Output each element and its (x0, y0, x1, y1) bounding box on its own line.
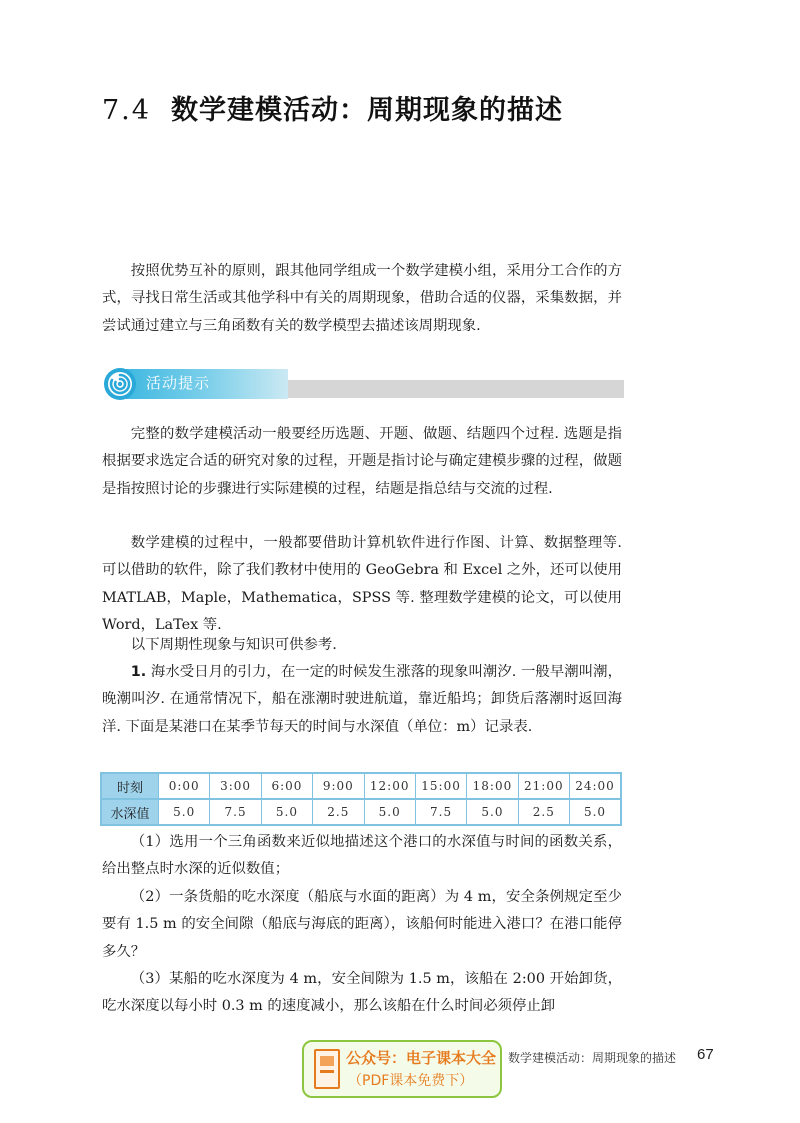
time-cell: 15:00 (415, 773, 466, 799)
tide-table (100, 772, 622, 826)
time-cell: 9:00 (313, 773, 364, 799)
table-row (101, 799, 621, 825)
depth-cell: 5.0 (467, 799, 518, 825)
item-1-paragraph (102, 659, 622, 741)
time-cell: 3:00 (210, 773, 261, 799)
table-row (101, 773, 621, 799)
time-cell: 6:00 (261, 773, 312, 799)
question-3: （3）某船的吃水深度为 4 m，安全间隙为 1.5 m，该船在 2:00 开始卸货，吃水深度以每小时 0.3 m 的速度减小，那么该船在什么时间必须停止卸 (102, 971, 622, 1015)
watermark-line-1: 公众号：电子课本大全 (346, 1049, 497, 1067)
depth-cell: 5.0 (159, 799, 210, 825)
section-title-text: 数学建模活动：周期现象的描述 (170, 95, 563, 126)
page-number: 67 (697, 1046, 714, 1063)
time-header: 时刻 (101, 773, 159, 799)
watermark-badge (302, 1040, 502, 1098)
depth-cell: 7.5 (415, 799, 466, 825)
depth-cell: 2.5 (313, 799, 364, 825)
spiral-logo-icon (102, 366, 138, 402)
time-cell: 0:00 (159, 773, 210, 799)
activity-hint-label: 活动提示 (146, 374, 211, 392)
intro-paragraph: 按照优势互补的原则，跟其他同学组成一个数学建模小组，采用分工合作的方式，寻找日常生活或其他学科中有关的周期现象，借助合适的仪器，采集数据，并尝试通过建立与三角函数有关的数学模型去描述该周期现象. (102, 263, 622, 334)
time-cell: 18:00 (467, 773, 518, 799)
software-paragraph: 数学建模的过程中，一般都要借助计算机软件进行作图、计算、数据整理等. 可以借助的软件，除了我们教材中使用的 GeoGebra 和 Excel 之外，还可以使用 MATLAB，Maple，Mathematica，SPSS 等. 整理数学建模的论文，可以使用 Word，LaTex 等. (102, 535, 623, 633)
reference-paragraph: 以下周期性现象与知识可供参考. (130, 637, 337, 653)
depth-cell: 5.0 (364, 799, 415, 825)
depth-cell: 7.5 (210, 799, 261, 825)
item-1-number: 1. (130, 664, 147, 680)
depth-header: 水深值 (101, 799, 159, 825)
activity-hint-banner (102, 366, 624, 402)
time-cell: 21:00 (518, 773, 569, 799)
item-1-text: 海水受日月的引力，在一定的时候发生涨落的现象叫潮汐. 一般早潮叫潮，晚潮叫汐. 在通常情况下，船在涨潮时驶进航道，靠近船坞；卸货后落潮时返回海洋. 下面是某港口在某季节每天的时间与水深值（单位：m）记录表. (102, 664, 622, 735)
time-cell: 24:00 (570, 773, 622, 799)
depth-cell: 5.0 (570, 799, 622, 825)
running-title: 数学建模活动：周期现象的描述 (508, 1051, 677, 1065)
question-1: （1）选用一个三角函数来近似地描述这个港口的水深值与时间的函数关系，给出整点时水深的近似数值； (102, 834, 622, 878)
depth-cell: 2.5 (518, 799, 569, 825)
section-title (102, 88, 563, 127)
banner-gray-bar (282, 380, 624, 398)
watermark-line-2: （PDF课本免费下） (348, 1073, 474, 1089)
book-icon (314, 1049, 340, 1089)
section-number: 7.4 (102, 95, 151, 126)
time-cell: 12:00 (364, 773, 415, 799)
depth-cell: 5.0 (261, 799, 312, 825)
question-2: （2）一条货船的吃水深度（船底与水面的距离）为 4 m，安全条例规定至少要有 1.5 m 的安全间隙（船底与海底的距离），该船何时能进入港口？在港口能停多久？ (102, 889, 622, 960)
process-paragraph: 完整的数学建模活动一般要经历选题、开题、做题、结题四个过程. 选题是指根据要求选定合适的研究对象的过程，开题是指讨论与确定建模步骤的过程，做题是指按照讨论的步骤进行实际建模的过程，结题是指总结与交流的过程. (102, 426, 622, 497)
